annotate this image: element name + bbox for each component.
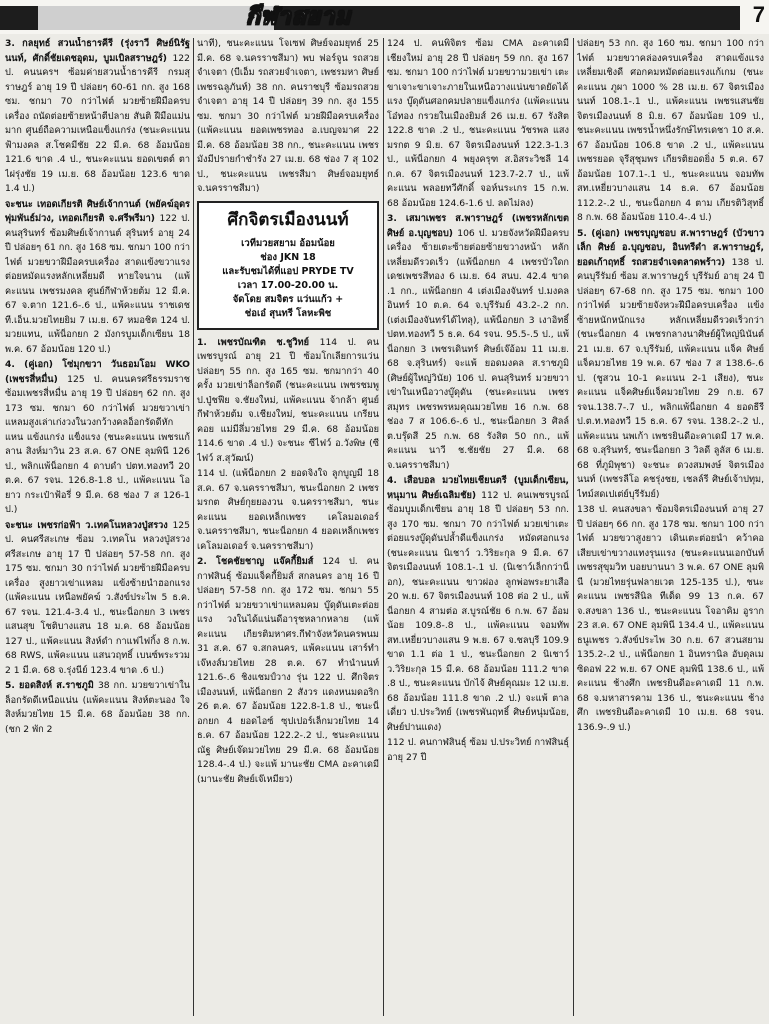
fight-entry <box>5 198 190 358</box>
fight-entry <box>577 37 764 226</box>
fighter-heading: 4. เสือบอล มวยไทยเชียนตรี (บูมเด็กเซียน, หนุมาน ศิษย์เฉลิมชัย) <box>387 475 569 501</box>
fighter-heading: 1. เพชรบัณฑิต ช.ชูวิทย์ <box>197 336 320 348</box>
fight-entry <box>5 358 190 518</box>
fight-entry <box>5 519 190 679</box>
column-2-bottom-text <box>197 336 379 788</box>
fighter-description: 124 ป. คนกาฬสินธุ์ ซ้อมแจ็คกี้ยิมส์ สกลนคร อายุ 16 ปี ปล่อยๆ 57-58 กก. สูง 172 ซม. ชกมา 55 กว่าไฟต์ มวยขวาเข่าแหลมคม บู๊ดุดันเตะต่อยแรง วงในได้แน่นดีอารุชหลากหลาย (แพ้คะแนน เกียรติมหาศร.กีฬาจังหวัดนครพนม 31 ส.ค. 67 จ.สกลนคร, แพ้คะแนน เสาร์ทำ เจ๊หงส์มวยไทย 28 ต.ค. 67 ทำนำนนท์ 121.6-.6 ชิงแชมป์วาง รุ่น 122 ป. ศึกจิตรเมืองนนท์, แพ้น็อกยก 2 สังวร แดงหนมดอริก 26 ต.ค. 67 อ้อมน้อย 122.8-1.8 ป., ชนะน็อกยก 4 ยอดไอซ์ ซุปเปอร์เล็กมวยไทย 14 ธ.ค. 67 อ้อมน้อย 122.2-.2 ป., ชนะคะแนน ณัฐ ศิษย์เจ๊ดมวยไทย 29 มี.ค. 68 อ้อมน้อย 128.4-.4 ป.) จะแพ้ มานะชัย CMA อะคาเดมี (มานะชัย ศิษย์เจ๊เหมียว) <box>197 556 379 785</box>
fight-entry <box>197 555 379 787</box>
fight-entry <box>197 37 379 197</box>
fight-entry <box>197 336 379 467</box>
column-divider <box>383 38 384 1016</box>
broadcast-promo-box <box>197 201 379 330</box>
fight-entry <box>5 679 190 737</box>
fight-entry <box>197 467 379 554</box>
fighter-description: 114 ป. คนเพชรบูรณ์ อายุ 21 ปี ซ้อมโกเลียการแว่นปล่อยๆ 55 กก. สูง 165 ซม. ชกมากว่า 40 ครั้ง มวยเข่าล็อกรัดดี (ชนะคะแนน เพชรชมพู ป.ปู่ชฟีย จ.ชัยงใหม่, แพ้คะแนน จ้ากล้า ศูนย์กีฬาห้วยต้ม จ.เชียงใหม่, ชนะคะแนน เกรียนคอย แม่มีลึ่มวยไทย 29 มี.ค. 68 อ้อมน้อย 114.6 ขาด .4 ป.) จะชนะ ซีไฟว์ อ.วังพิษ (ซีไฟว์ ส.สุวัฒน์) <box>197 336 379 464</box>
fighter-description: นาที), ชนะคะแนน โจเซฟ ศิษย์จอมยุทธ์ 25 มี.ค. 68 จ.นครราชสีมา) พบ ฟอร์จูน รถสวยจำเจตา (บีเอ็ม รถสวยจำเจตา, เพชรมหา ศิษย์เพชรฉลูภันท์) 38 กก. คนราชบุรี ซ้อมรถสวยจำเจตา อายุ 14 ปี ปล่อยๆ 39 กก. สูง 155 ซม. ชกมา 30 กว่าไฟต์ มวยฝีมือครบเครื่อง (แพ้คะแนน ยอดเพชรทอง อ.เบญจมาศ 22 มี.ค. 68 อ้อมน้อย 38 กก., ชนะคะแนน เพชรมังมีปรายกำชำรัง 27 เม.ย. 68 ช่อง 7 สุ 102 ป., ชนะคะแนน เพชรสีมา ศิษย์จอมยุทธ์ จ.นครราชสีมา) <box>197 38 379 194</box>
column-2-top-text <box>197 37 379 197</box>
fighter-description: 122 ป. คนสุรินทร์ ซ้อมศิษย์เจ้ากานต์ สุรินทร์ อายุ 24 ปี ปล่อยๆ 61 กก. สูง 168 ซม. ชกมา 100 กว่าไฟต์ มวยขวาฝีมือครบเครื่อง สาดแข้งขวาแรง ต่อยหมัดแรงหลักเหลี่ยมดี หายใจนาน (แพ้คะแนน เพชรมงคล ศูนย์กีฬาห้วยต้ม 12 มี.ค. 67 จ.ตาก 121.6-.6 ป., แพ้คะแนน ราชเดช ที.เอ็น.มวยไทยยิม 7 เม.ย. 67 หมอชิต 124 ป. มวยแทน, แพ้น็อกยก 2 มังกรบูมเด็กเซียน 18 พ.ค. 67 อ้อมน้อย 120 ป.) <box>5 213 190 355</box>
fighter-description: 124 ป. คนพิจิตร ซ้อม CMA อะคาเดมี เชียงใหม่ อายุ 28 ปี ปล่อยๆ 59 กก. สูง 167 ซม. ชกมา 100 กว่าไฟต์ มวยขวามวยเข่า เตะขาเจาะขาเจาะภายในเหนือวางแน่นขาดยัดได้แรง บู๊ดุดันศอกคมปลายแข็งแกร่ง (แพ้คะแนน โอ๋ทอง กรวยในเมืองยิมส์ 26 เม.ย. 67 รังสิต 122.8 ขาด .2 ป., ชนะคะแนน วัชรพล แสงมรกต 9 มิ.ย. 67 จิตรเมืองนนท์ 122.3-1.3 ป., แพ้น็อกยก 4 พยุงครุฑ ส.อิสระวิชลี 14 ก.ค. 67 จิตรเมืองนนท์ 123.7-2.7 ป., แพ้คะแนน พลอยทวีศักดิ์ จอห์นระเกร 15 ก.พ. 68 อ้อมน้อย 124.6-1.6 ป. ลดไม่ลง) <box>387 38 569 209</box>
column-divider <box>573 38 574 1016</box>
fighter-heading: 5. (คู่เอก) เพชรบุญชอบ ส.พาราษฎร์ (บัวขาวเล็ก ศิษย์ อ.บุญชอบ, อินทรีดำ ส.พาราษฎร์, ยอดเก้าฤทธิ์ รถสวยจำเจตลาดพร้าว) <box>577 227 764 268</box>
fighter-heading: 4. (คู่เอก) โซ่มุกขวา วันธอมโอม WKO (เพชรสี่หมื่น) <box>5 359 190 385</box>
page-header <box>0 0 769 34</box>
fighter-heading: 3. เสมาเพชร ส.พาราษฎร์ (เพชรหลักเขต ศิษย์ อ.บุญชอบ) <box>387 213 569 239</box>
promo-title: ศึกจิตรเมืองนนท์ <box>227 209 349 230</box>
promo-line: จัดโดย สมจิตร แว่นแก้ว + <box>232 293 344 305</box>
fighter-description: 114 ป. (แพ้น็อกยก 2 ยอดจิงใจ ลูกบูญมี 18 ส.ค. 67 จ.นครราชสีมา, ชนะน็อกยก 2 เพชรมรกต ศิษย์กุยยองวน จ.นครราชสีมา, ชนะคะแนน ยอดเหล็กเพชร เคโลมอเดอร์ จ.นครราชสีมา, ชนะน็อกยก 4 ยอดเหล็กเพชร เคโลมอเดอร์ จ.นครราชสีมา) <box>197 468 379 552</box>
fight-entry <box>577 227 764 503</box>
fighter-description: 138 ป. คนสงขลา ซ้อมจิตรเมืองนนท์ อายุ 27 ปี ปล่อยๆ 66 กก. สูง 178 ซม. ชกมา 100 กว่าไฟต์ มวยขวาสูงยาว เดินเตะต่อยนำ คว้าคอเสียบเข่าขวางแทงรุนแรง (ชนะคะแนนเอกบันท์ เพชรสุขุมวิท บอยบานนา 3 พ.ค. 67 ONE ลุมพินี (มวยไทยรุ่นฟลายเวต 125-135 ป.), ชนะคะแนน เพชรสีนิล ทีเด็ด 99 13 ก.ค. 67 จ.สงขลา 136 ป., ชนะคะแนน โจอาคิม อูราก 23 ส.ค. 67 ONE ลุมพินี 134.4 ป., แพ้คะแนน ธนูเพชร ว.สังข์ประไพ 30 ก.ย. 67 สวนสยาม 135.2-.2 ป., แพ้น็อกยก 1 อินทรานิล อับดุลเมซิดอฟ 22 พ.ย. 67 ONE ลุมพินี 138.6 ป., แพ้คะแนน ช้างศึก เพชรยินดีอะคาเดมี 11 ก.พ. 68 จ.มหาสารคาม 136 ป., ชนะคะแนน ช้างศึก เพชรยินดีอะคาเดมี 10 เม.ย. 68 รจน. 136.9-.9 ป.) <box>577 504 764 733</box>
fighter-description: 38 กก. มวยขวาเข่าในล็อกรัดดีเหนือแน่น (แพ้คะแนน สิงห์ตะนอง ใจสิงห์มวยไทย 15 มี.ค. 68 อ้อมน้อย 38 กก. (ชก 2 พัก 2 <box>5 680 190 735</box>
fight-entry <box>387 37 569 211</box>
fight-entry <box>387 736 569 765</box>
fighter-description: ปล่อยๆ 53 กก. สูง 160 ซม. ชกมา 100 กว่าไฟต์ มวยขวาคล่องครบเครื่อง สาดแข้งแรงเหลี่ยมเชิงดี ศอกคมหมัดต่อยแรงแก้เกม (ชนะคะแนน ภูผา 1000 % 28 เม.ย. 67 จิตรเมืองนนท์ 108.1-.1 ป., แพ้คะแนน เพชรแสนชัย จิตรเมืองนนท์ 8 มิ.ย. 67 อ้อมน้อย 109 ป., ชนะคะแนน เพชรน้ำหนึ่งรักษ์ไทรเดชา 10 ส.ค. 67 อ้อมน้อย 106.8 ขาด .2 ป., แพ้คะแนน เพชรยอด จุรีสุชุมพร เกียรติยอดยิ่ง 5 ต.ค. 67 อ้อมน้อย 107.1-.1 ป., ชนะคะแนน จอมทัพ สท.เหยี่ยวบางแสน 14 ธ.ค. 67 อ้อมน้อย 112.2-.2 ป., ชนะน็อกยก 4 ตาม เกียรติวิสุทธิ์ 8 ก.พ. 68 อ้อมน้อย 110.4-.4 ป.) <box>577 38 764 223</box>
header-band-highlight <box>38 6 274 30</box>
fighter-description: 106 ป. มวยจังหวัดฝีมือครบเครื่อง ซ้ายเตะซ้ายต่อยซ้ายขวางหน้า หลักเหลี่ยมดีรวดเร็ว (แพ้น็อกยก 4 เพชรบัวใดก เดชเพชรสีทอง 6 เม.ย. 64 สนบ. 42.4 ขาด .1 กก., แพ้น็อกยก 4 เต่งเมืองจันทร์ ป.มงคลอินทร์ 10 ต.ค. 64 จ.บุรีรัมย์ 43.2-.2 กก. (เต่งเมืองจันทร์ได้ไทลุ), แพ้น็อกยก 3 เงาอิทธิ์ ปตท.ทองทวี 5 ธ.ค. 64 รจน. 95.5-.5 ป., แพ้น็อกยก 3 เพชรเดินทร์ ศิษย์เจ๊อ้อม 11 เม.ย. 68 จ.สุรินทร์) จะแพ้ ยอดมงคล ส.ราชภูมิ (ศิษย์ผู้ใหญ่วินัย) 106 ป. คนสุรินทร์ มวยขวาเข่าในเหนือวางบู๊ดุดัน (ชนะคะแนน เพชรสมุทร เพชรพรหมคุณมวยไทย 16 ก.พ. 68 ช่อง 7 ส 106.6-.6 ป., ชนะน็อกยก 3 ศิลล์ ต.บรุ๊ดสี 25 ก.พ. 68 รังสิต 50 กก., แพ้คะแนน นาวี ช.ชัยชัย 27 มี.ค. 68 จ.นครราชสีมา) <box>387 227 569 471</box>
fighter-description: 125 ป. คนนครศรีธรรมราช ซ้อมเพชรสี่หมื่น อายุ 19 ปี ปล่อยๆ 62 กก. สูง 173 ซม. ชกมา 60 กว่าไฟต์ มวยขวาเข่าแหลมสูงเล่าเก่งวงในวงกว้างคลอ็อกรัดดีหักแหน แข้งแกร่ง แข็งแรง (ชนะคะแนน เพชรแก้ลาน สิงห์มาวิน 23 ส.ค. 67 ONE ลุมพินี 126 ป., พลิกแพ้น็อกยก 4 ดาบดำ ปตท.ทองทวี 20 ต.ค. 67 รจน. 126.8-1.8 ป., แพ้คะแนน โอยาว กระเป๋าฟ้อรี่ 9 มี.ค. 68 ช่อง 7 ส 126-1 ป.) <box>5 373 190 515</box>
fighter-description: 122 ป. คนนครฯ ซ้อมค่ายสวนน้ำธารคีรี กรมสุราษฎร์ อายุ 19 ปี ปล่อยๆ 60-61 กก. สูง 168 ซม. ชกมา 70 กว่าไฟต์ มวยซ้ายฝีมือครบเครื่อง ถนัดต่อยซ้ายหน้าตีปลาย สันติ ฝีมือแม่นมาก ศูนย์ถือความเหนือแข็งแกร่ง (ชนะคะแนน ฟ้ามงคล ส.โชคมีชัย 22 มี.ค. 68 อ้อมน้อย 121.6 ขาด .4 ป., ชนะคะแนน ยอดเขตต์ ตาไผ่รุ่งชัย 19 เม.ย. 68 อ้อมน้อย 123.6 ขาด 1.4 ป.) <box>5 52 190 194</box>
promo-line: และรับชมได้ที่แอป PRYDE TV <box>222 265 354 277</box>
fight-entry <box>387 474 569 735</box>
fighter-description: 138 ป. คนบุรีรัมย์ ซ้อม ส.พาราษฎร์ บุรีรัมย์ อายุ 24 ปี ปล่อยๆ 67-68 กก. สูง 175 ซม. ชกมา 100 กว่าไฟต์ มวยซ้ายจังหวะฝีมือครบเครื่อง แข้งซ้ายหนักหนักแรง หลักเหลี่ยมดีรวดเร็วกว่า (ชนะน็อกยก 4 เพชรกลางนาศิษย์ผู้ใหญ่นินันต์ 21 เม.ย. 67 จ.บุรีรัมย์, แพ้คะแนน แจ็ค ศิษย์แจ็คมวยไทย 19 พ.ค. 67 ช่อง 7 ส 138.6-.6 ป. (ชูสวน 10-1 คะแนน 2-1 เสียง), ชนะคะแนน แจ็คศิษย์แจ็คมวยไทย 29 ก.ย. 67 รจน.138.7-.7 ป., พลิกแพ้น็อกยก 4 ยอดธีรี ป.ต.ท.ทองทวี 15 ธ.ค. 67 รจน. 138.2-.2 ป., แพ้คะแนน นพเก้า เพชรยินดีอะคาเดมี 17 พ.ค. 68 จ.สุรินทร์, ชนะน็อกยก 3 วิลดี ลูลัส 6 เม.ย. 68 ที่ภูมิพุชา) จะชนะ ดวงสมพงษ์ จิตรเมืองนนท์ (เพชรลีโอ คชรุ่งชย, เชลล์รี ศิษย์เจ้าปทุม, ไทม์สดเปเต่ย์บุรีรัมย์) <box>577 256 764 500</box>
article-column-4 <box>577 37 764 1018</box>
page-number: 7 <box>752 2 765 27</box>
article-column-1 <box>5 37 190 1018</box>
fighter-heading: 5. ยอดสิงห์ ส.ราชภูมิ <box>5 680 98 691</box>
section-title: กีฬาสยาม <box>246 4 352 30</box>
fighter-heading: 3. กลยุทธ์ สวนน้ำธารคีรี (รุ่งราวี ศิษย์นิรัฐนนท์, ศักดิ์ชัยเดชอุดม, บูมเบิลสราษฎร์) <box>5 38 190 64</box>
fight-entry <box>5 37 190 197</box>
article-column-2 <box>197 37 379 1018</box>
fighter-heading: จะชนะ เพชรก่อฟ้า ว.เทคโนหลวงปู่สรวง <box>5 519 173 531</box>
fight-entry <box>577 503 764 735</box>
fighter-heading: 2. โชคชัยชาญ แจ๊คกี้ยิมส์ <box>197 556 323 567</box>
promo-line: เวลา 17.00-20.00 น. <box>237 279 339 291</box>
fighter-heading: จะชนะ เทอดเกียรติ ศิษย์เจ้ากานต์ (พยัคฆ์อุดร พุ่มพันธ์ม่วง, เทอดเกียรติ จ.ศรีพรีมา) <box>5 198 190 224</box>
promo-line: ช่อง JKN 18 <box>260 251 316 263</box>
fighter-description: 112 ป. คนเพชรบูรณ์ ซ้อมบูมเด็กเซียน อายุ 18 ปี ปล่อยๆ 53 กก. สูง 170 ซม. ชกมา 70 กว่าไฟต์ มวยเข่าเตะต่อยแรงบู๊ดุดันปล้ำดีแข็งแกร่ง หมัดศอกแรง (ชนะคะแนน นิเชาว์ ว.วิริยะกุล 9 มี.ค. 67 จิตรเมืองนนท์ 108.1-.1 ป. (นิเชาว์เล็กกว่าน็อก), ชนะคะแนน ขาวผ่อง ลูกพ่อพระยาเสือ 20 พ.ย. 67 จิตรเมืองนนท์ 108 ต่อ 2 ป., แพ้น็อกยก 4 สามต่อ ส.บูรณ์ชัย 6 ก.พ. 67 อ้อมน้อย 109.8-.8 ป., แพ้คะแนน จอมทัพ สท.เหยี่ยวบางแสน 9 พ.ย. 67 จ.ชลบุรี 109.9 ขาด 1.1 ต่อ 1 ป., ชนะน็อกยก 2 นิเชาว์ ว.วิริยะกุล 15 มี.ค. 68 อ้อมน้อย 111.2 ขาด .8 ป., ชนะคะแนน บักไจ้ ศิษย์คุณมะ 12 เม.ย. 68 อ้อมน้อย 111.8 ขาด .2 ป.) จะแพ้ ตาลเดี่ยว ป.ประวิทย์ (เพชรพันฤทธิ์ ศิษย์หนุ่มน้อย, ศิษย์ปานแดง) <box>387 489 569 733</box>
promo-line: เวทีมวยสยาม อ้อมน้อย <box>241 237 335 249</box>
article-column-3 <box>387 37 569 1018</box>
promo-line: ช่อเอ๋ สุนทรี โลหะพิช <box>244 307 332 319</box>
fighter-description: 125 ป. คนศรีสะเกษ ซ้อม ว.เทคโน หลวงปู่สรวง ศรีสะเกษ อายุ 17 ปี ปล่อยๆ 57-58 กก. สูง 175 ซม. ชกมา 30 กว่าไฟต์ มวยซ้ายฝีมือครบเครื่อง สูงยาวเข่าแหลม แข้งซ้ายนำฮอกแรง (แพ้คะแนน เหนือพยัคฆ์ ว.สังข์ประไพ 5 ธ.ค. 67 รจน. 121.4-3.4 ป., ชนะน็อกยก 3 เพชรแสนสุข โชติบางแสน 18 ม.ค. 68 อ้อมน้อย 127 ป., แพ้คะแนน สิงห์ดำ กาแฟไฟกิ้ง 8 ก.พ. 68 RWS, แพ้คะแนน แสนวฤทธิ์ เบนซ์พระรวม 2 1 มี.ค. 68 จ.รุ่งนีย์ 123.4 ขาด .6 ป.) <box>5 519 190 676</box>
fighter-description: 112 ป. คนกาฬสินธุ์ ซ้อม ป.ประวิทย์ กาฬสินธุ์ อายุ 27 ปี <box>387 737 569 763</box>
fight-entry <box>387 212 569 473</box>
column-divider <box>193 38 194 1016</box>
